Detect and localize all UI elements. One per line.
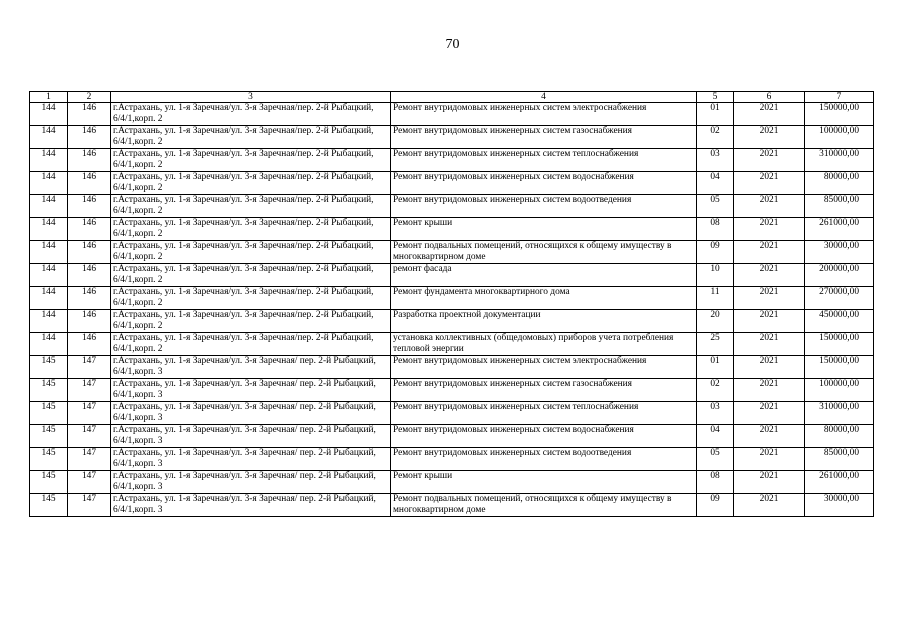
- cell-number-1: 144: [30, 264, 68, 287]
- table-row: [30, 195, 874, 218]
- cell-cost: 261000,00: [805, 471, 874, 494]
- cell-address: г.Астрахань, ул. 1-я Заречная/ул. 3-я Заречная/пер. 2-й Рыбацкий, 6/4/1,корп. 2: [111, 172, 391, 195]
- cell-cost: 200000,00: [805, 264, 874, 287]
- cell-cost: 310000,00: [805, 149, 874, 172]
- cell-work-type: Ремонт внутридомовых инженерных систем водоснабжения: [391, 425, 697, 448]
- cell-cost: 100000,00: [805, 126, 874, 149]
- table-row: [30, 218, 874, 241]
- cell-work-code: 01: [697, 103, 734, 126]
- cell-number-2: 146: [68, 195, 111, 218]
- cell-number-1: 145: [30, 379, 68, 402]
- cell-year: 2021: [734, 287, 805, 310]
- cell-number-1: 144: [30, 333, 68, 356]
- cell-cost: 100000,00: [805, 379, 874, 402]
- cell-work-type: Ремонт внутридомовых инженерных систем водоотведения: [391, 195, 697, 218]
- cell-year: 2021: [734, 379, 805, 402]
- cell-year: 2021: [734, 149, 805, 172]
- cell-address: г.Астрахань, ул. 1-я Заречная/ул. 3-я Заречная/пер. 2-й Рыбацкий, 6/4/1,корп. 2: [111, 218, 391, 241]
- cell-address: г.Астрахань, ул. 1-я Заречная/ул. 3-я Заречная/пер. 2-й Рыбацкий, 6/4/1,корп. 2: [111, 126, 391, 149]
- cell-work-code: 10: [697, 264, 734, 287]
- cell-number-1: 145: [30, 471, 68, 494]
- cell-address: г.Астрахань, ул. 1-я Заречная/ул. 3-я Заречная/ пер. 2-й Рыбацкий, 6/4/1,корп. 3: [111, 494, 391, 517]
- work-schedule-table: [29, 91, 874, 517]
- cell-number-1: 145: [30, 448, 68, 471]
- cell-number-1: 144: [30, 218, 68, 241]
- cell-year: 2021: [734, 425, 805, 448]
- cell-cost: 450000,00: [805, 310, 874, 333]
- cell-address: г.Астрахань, ул. 1-я Заречная/ул. 3-я Заречная/пер. 2-й Рыбацкий, 6/4/1,корп. 2: [111, 287, 391, 310]
- cell-year: 2021: [734, 402, 805, 425]
- cell-cost: 310000,00: [805, 402, 874, 425]
- cell-number-2: 146: [68, 103, 111, 126]
- cell-work-code: 25: [697, 333, 734, 356]
- cell-number-1: 144: [30, 149, 68, 172]
- table-row: [30, 126, 874, 149]
- cell-work-code: 04: [697, 172, 734, 195]
- cell-year: 2021: [734, 264, 805, 287]
- table-row: [30, 448, 874, 471]
- table-row: [30, 172, 874, 195]
- table-row: [30, 402, 874, 425]
- cell-work-type: Ремонт подвальных помещений, относящихся к общему имуществу в многоквартирном доме: [391, 241, 697, 264]
- cell-work-code: 03: [697, 149, 734, 172]
- cell-address: г.Астрахань, ул. 1-я Заречная/ул. 3-я Заречная/пер. 2-й Рыбацкий, 6/4/1,корп. 2: [111, 103, 391, 126]
- cell-address: г.Астрахань, ул. 1-я Заречная/ул. 3-я Заречная/пер. 2-й Рыбацкий, 6/4/1,корп. 2: [111, 310, 391, 333]
- cell-number-1: 145: [30, 402, 68, 425]
- cell-cost: 85000,00: [805, 448, 874, 471]
- cell-number-1: 145: [30, 494, 68, 517]
- cell-work-type: Ремонт подвальных помещений, относящихся к общему имуществу в многоквартирном доме: [391, 494, 697, 517]
- table-row: [30, 149, 874, 172]
- cell-number-2: 146: [68, 333, 111, 356]
- cell-address: г.Астрахань, ул. 1-я Заречная/ул. 3-я Заречная/ пер. 2-й Рыбацкий, 6/4/1,корп. 3: [111, 448, 391, 471]
- cell-work-code: 05: [697, 195, 734, 218]
- cell-number-1: 144: [30, 241, 68, 264]
- cell-number-1: 145: [30, 425, 68, 448]
- cell-year: 2021: [734, 494, 805, 517]
- cell-work-type: Ремонт фундамента многоквартирного дома: [391, 287, 697, 310]
- cell-cost: 261000,00: [805, 218, 874, 241]
- cell-year: 2021: [734, 126, 805, 149]
- cell-number-2: 146: [68, 149, 111, 172]
- cell-number-1: 144: [30, 172, 68, 195]
- cell-number-2: 147: [68, 471, 111, 494]
- cell-work-code: 20: [697, 310, 734, 333]
- cell-work-type: Ремонт крыши: [391, 218, 697, 241]
- table-row: [30, 241, 874, 264]
- cell-address: г.Астрахань, ул. 1-я Заречная/ул. 3-я Заречная/ пер. 2-й Рыбацкий, 6/4/1,корп. 3: [111, 356, 391, 379]
- header-cell: 5: [697, 92, 734, 103]
- cell-work-code: 08: [697, 471, 734, 494]
- cell-year: 2021: [734, 310, 805, 333]
- cell-year: 2021: [734, 333, 805, 356]
- cell-number-2: 147: [68, 379, 111, 402]
- table-row: [30, 494, 874, 517]
- cell-work-type: Разработка проектной документации: [391, 310, 697, 333]
- header-cell: 6: [734, 92, 805, 103]
- cell-cost: 150000,00: [805, 356, 874, 379]
- cell-number-2: 146: [68, 310, 111, 333]
- cell-work-type: Ремонт внутридомовых инженерных систем электроснабжения: [391, 103, 697, 126]
- cell-work-type: ремонт фасада: [391, 264, 697, 287]
- table-row: [30, 425, 874, 448]
- cell-number-2: 146: [68, 126, 111, 149]
- table-row: [30, 310, 874, 333]
- cell-cost: 150000,00: [805, 103, 874, 126]
- cell-number-1: 144: [30, 310, 68, 333]
- cell-year: 2021: [734, 241, 805, 264]
- header-cell: 1: [30, 92, 68, 103]
- cell-work-type: Ремонт внутридомовых инженерных систем теплоснабжения: [391, 149, 697, 172]
- page-number: 70: [445, 37, 460, 52]
- cell-number-2: 147: [68, 494, 111, 517]
- cell-work-code: 05: [697, 448, 734, 471]
- cell-number-1: 145: [30, 356, 68, 379]
- cell-number-2: 147: [68, 402, 111, 425]
- cell-number-1: 144: [30, 195, 68, 218]
- cell-address: г.Астрахань, ул. 1-я Заречная/ул. 3-я Заречная/пер. 2-й Рыбацкий, 6/4/1,корп. 2: [111, 264, 391, 287]
- cell-year: 2021: [734, 103, 805, 126]
- table-row: [30, 471, 874, 494]
- cell-number-1: 144: [30, 126, 68, 149]
- cell-work-type: Ремонт внутридомовых инженерных систем теплоснабжения: [391, 402, 697, 425]
- cell-work-code: 01: [697, 356, 734, 379]
- table-row: [30, 379, 874, 402]
- cell-address: г.Астрахань, ул. 1-я Заречная/ул. 3-я Заречная/ пер. 2-й Рыбацкий, 6/4/1,корп. 3: [111, 471, 391, 494]
- cell-work-type: Ремонт внутридомовых инженерных систем водоснабжения: [391, 172, 697, 195]
- cell-cost: 30000,00: [805, 241, 874, 264]
- cell-address: г.Астрахань, ул. 1-я Заречная/ул. 3-я Заречная/ пер. 2-й Рыбацкий, 6/4/1,корп. 3: [111, 425, 391, 448]
- cell-address: г.Астрахань, ул. 1-я Заречная/ул. 3-я Заречная/пер. 2-й Рыбацкий, 6/4/1,корп. 2: [111, 241, 391, 264]
- cell-work-type: Ремонт внутридомовых инженерных систем газоснабжения: [391, 379, 697, 402]
- cell-number-2: 147: [68, 356, 111, 379]
- cell-work-code: 03: [697, 402, 734, 425]
- cell-cost: 150000,00: [805, 333, 874, 356]
- cell-number-2: 146: [68, 241, 111, 264]
- header-cell: 7: [805, 92, 874, 103]
- cell-work-type: установка коллективных (общедомовых) приборов учета потребления тепловой энергии: [391, 333, 697, 356]
- cell-cost: 80000,00: [805, 425, 874, 448]
- cell-work-code: 08: [697, 218, 734, 241]
- table-row: [30, 103, 874, 126]
- cell-work-code: 02: [697, 379, 734, 402]
- cell-work-code: 11: [697, 287, 734, 310]
- cell-number-2: 146: [68, 287, 111, 310]
- cell-address: г.Астрахань, ул. 1-я Заречная/ул. 3-я Заречная/ пер. 2-й Рыбацкий, 6/4/1,корп. 3: [111, 402, 391, 425]
- cell-cost: 80000,00: [805, 172, 874, 195]
- cell-work-type: Ремонт внутридомовых инженерных систем газоснабжения: [391, 126, 697, 149]
- cell-work-code: 02: [697, 126, 734, 149]
- table-row: [30, 264, 874, 287]
- cell-year: 2021: [734, 218, 805, 241]
- cell-number-1: 144: [30, 103, 68, 126]
- cell-number-2: 147: [68, 425, 111, 448]
- cell-number-2: 147: [68, 448, 111, 471]
- cell-cost: 30000,00: [805, 494, 874, 517]
- header-cell: 3: [111, 92, 391, 103]
- cell-number-2: 146: [68, 264, 111, 287]
- cell-year: 2021: [734, 471, 805, 494]
- cell-work-code: 09: [697, 494, 734, 517]
- cell-address: г.Астрахань, ул. 1-я Заречная/ул. 3-я Заречная/пер. 2-й Рыбацкий, 6/4/1,корп. 2: [111, 149, 391, 172]
- table-row: [30, 287, 874, 310]
- header-cell: 4: [391, 92, 697, 103]
- cell-work-type: Ремонт внутридомовых инженерных систем водоотведения: [391, 448, 697, 471]
- table-row: [30, 333, 874, 356]
- cell-work-type: Ремонт крыши: [391, 471, 697, 494]
- cell-work-type: Ремонт внутридомовых инженерных систем электроснабжения: [391, 356, 697, 379]
- cell-year: 2021: [734, 172, 805, 195]
- table-row: [30, 356, 874, 379]
- header-cell: 2: [68, 92, 111, 103]
- cell-year: 2021: [734, 195, 805, 218]
- cell-work-code: 09: [697, 241, 734, 264]
- cell-cost: 85000,00: [805, 195, 874, 218]
- cell-year: 2021: [734, 356, 805, 379]
- table-header-row: [30, 92, 874, 103]
- cell-year: 2021: [734, 448, 805, 471]
- cell-address: г.Астрахань, ул. 1-я Заречная/ул. 3-я Заречная/пер. 2-й Рыбацкий, 6/4/1,корп. 2: [111, 333, 391, 356]
- cell-number-2: 146: [68, 218, 111, 241]
- cell-number-1: 144: [30, 287, 68, 310]
- cell-number-2: 146: [68, 172, 111, 195]
- cell-address: г.Астрахань, ул. 1-я Заречная/ул. 3-я Заречная/пер. 2-й Рыбацкий, 6/4/1,корп. 2: [111, 195, 391, 218]
- cell-address: г.Астрахань, ул. 1-я Заречная/ул. 3-я Заречная/ пер. 2-й Рыбацкий, 6/4/1,корп. 3: [111, 379, 391, 402]
- cell-work-code: 04: [697, 425, 734, 448]
- cell-cost: 270000,00: [805, 287, 874, 310]
